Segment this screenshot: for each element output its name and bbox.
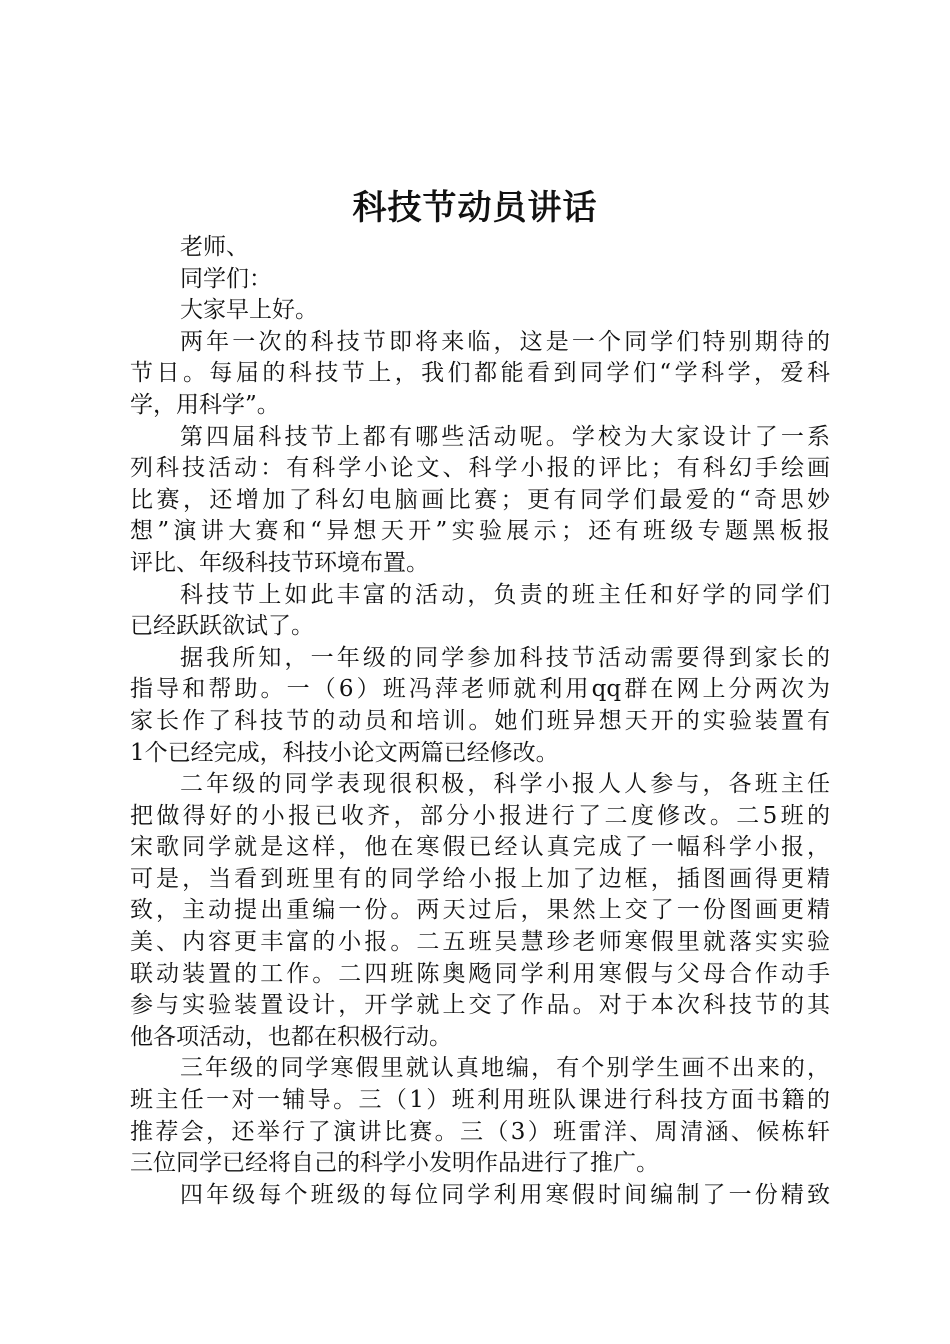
text-line: 美、内容更丰富的小报。二五班吴慧珍老师寒假里就落实实验 [130, 929, 830, 956]
text-line: 参与实验装置设计，开学就上交了作品。对于本次科技节的其 [130, 992, 830, 1019]
text-line: 三位同学已经将自己的科学小发明作品进行了推广。 [130, 1150, 659, 1177]
text-line: 同学们： [180, 265, 272, 292]
text-line: 学，用科学”。 [130, 391, 280, 418]
document-body [130, 232, 830, 1211]
text-line: 他各项活动，也都在积极行动。 [130, 1023, 452, 1050]
text-line: 第四届科技节上都有哪些活动呢。学校为大家设计了一系 [180, 423, 830, 450]
text-line: 1个已经完成，科技小论文两篇已经修改。 [130, 739, 559, 766]
text-line: 比赛，还增加了科幻电脑画比赛；更有同学们最爱的“奇思妙 [130, 486, 830, 513]
text-line: 科技节上如此丰富的活动，负责的班主任和好学的同学们 [180, 581, 830, 608]
text-line: 据我所知，一年级的同学参加科技节活动需要得到家长的 [180, 644, 830, 671]
text-line: 评比、年级科技节环境布置。 [130, 549, 429, 576]
text-line: 二年级的同学表现很积极，科学小报人人参与，各班主任 [180, 771, 830, 798]
text-line: 老师、 [180, 234, 249, 260]
text-line: 大家早上好。 [180, 297, 318, 324]
text-line: 节日。每届的科技节上，我们都能看到同学们“学科学，爱科 [130, 360, 830, 387]
text-line: 致，主动提出重编一份。两天过后，果然上交了一份图画更精 [130, 897, 830, 924]
text-line: 想”演讲大赛和“异想天开”实验展示；还有班级专题黑板报 [130, 518, 830, 545]
text-line: 联动装置的工作。二四班陈奥飏同学利用寒假与父母合作动手 [130, 960, 830, 987]
text-line: 推荐会，还举行了演讲比赛。三（3）班雷洋、周清涵、候栋轩 [130, 1118, 830, 1145]
text-line: 两年一次的科技节即将来临，这是一个同学们特别期待的 [180, 328, 830, 355]
text-line: 指导和帮助。一（6）班冯萍老师就利用qq群在网上分两次为 [130, 676, 830, 703]
text-line: 把做得好的小报已收齐，部分小报进行了二度修改。二5班的 [130, 802, 830, 829]
document-title: 科技节动员讲话 [352, 188, 598, 228]
text-line: 可是，当看到班里有的同学给小报上加了边框，插图画得更精 [130, 865, 830, 892]
text-line: 三年级的同学寒假里就认真地编，有个别学生画不出来的， [180, 1055, 830, 1082]
text-line: 宋歌同学就是这样，他在寒假已经认真完成了一幅科学小报， [130, 834, 830, 861]
text-line: 班主任一对一辅导。三（1）班利用班队课进行科技方面书籍的 [130, 1087, 830, 1114]
text-line: 四年级每个班级的每位同学利用寒假时间编制了一份精致 [180, 1181, 830, 1208]
text-line: 家长作了科技节的动员和培训。她们班异想天开的实验装置有 [130, 707, 830, 734]
text-line: 列科技活动：有科学小论文、科学小报的评比；有科幻手绘画 [130, 455, 830, 482]
text-line: 已经跃跃欲试了。 [130, 613, 314, 640]
